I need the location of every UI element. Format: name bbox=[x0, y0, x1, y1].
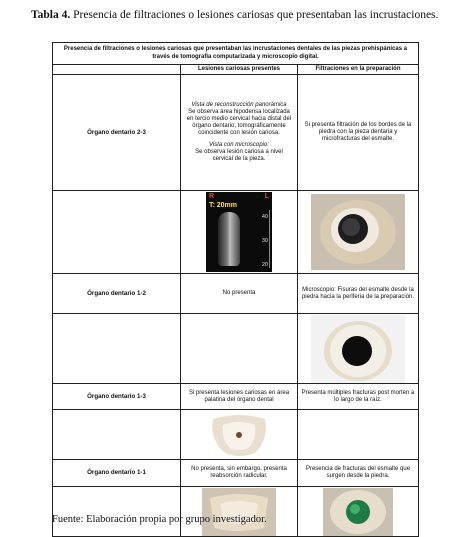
tooth-photo bbox=[203, 411, 275, 459]
xray-tick: 20 bbox=[261, 262, 268, 269]
lesion-cell: No presenta, sin embargo, presenta reabsorción radicular. bbox=[181, 460, 298, 487]
table-row bbox=[53, 487, 419, 537]
xray-l-label: L bbox=[264, 193, 269, 201]
xray-r-label: R bbox=[209, 193, 215, 201]
tooth-scan bbox=[218, 212, 240, 266]
ct-scan-photo bbox=[206, 192, 272, 272]
empty-cell bbox=[181, 314, 298, 384]
table-row bbox=[53, 191, 419, 274]
table-row bbox=[53, 274, 419, 314]
caption-label: Tabla 4. bbox=[31, 9, 71, 21]
micro-view-label: Vista con microscopio: bbox=[209, 142, 269, 149]
table-row bbox=[53, 75, 419, 191]
filtration-cell: Si presenta filtración de los bordes de la piedra con la pieza dentaria y microfracturas del esmalte. bbox=[298, 75, 419, 191]
microscope-image bbox=[298, 314, 419, 384]
organ-label: Órgano dentario 1-1 bbox=[53, 460, 181, 487]
ct-view-label: Vista de reconstrucción panorámica bbox=[191, 101, 287, 108]
filtration-cell: Presencia de fracturas del esmalte que surgen desde la piedra. bbox=[298, 460, 419, 487]
microscope-image bbox=[181, 410, 298, 460]
caption-text: Presencia de filtraciones o lesiones cariosas que presentaban las incrustaciones. bbox=[70, 9, 439, 21]
lesion-cell: Si presenta lesiones cariosas en área palatina del órgano dental bbox=[181, 384, 298, 410]
column-header-organ bbox=[53, 65, 181, 75]
ct-view-text: Se observa área hipodensa localizada en tercio medio cervical hacia distal del órgano dentario, tomográficamente coincidente con lesión cariosa. bbox=[186, 108, 292, 137]
xray-ruler bbox=[269, 210, 270, 268]
empty-cell bbox=[298, 410, 419, 460]
tooth-photo bbox=[311, 194, 405, 270]
empty-cell bbox=[53, 410, 181, 460]
filtration-cell: Presenta múltiples fracturas post morten a lo largo de la raíz. bbox=[298, 384, 419, 410]
organ-label: Órgano dentario 2-3 bbox=[53, 75, 181, 191]
xray-image bbox=[181, 191, 298, 274]
column-header-filtration: Filtraciones en la preparación bbox=[298, 65, 419, 75]
empty-cell bbox=[53, 487, 181, 537]
xray-tick: 30 bbox=[261, 238, 268, 245]
table-row bbox=[53, 384, 419, 410]
tooth-photo bbox=[311, 315, 405, 383]
table-title: Presencia de filtraciones o lesiones cariosas que presentaban las incrustaciones dentales de las piezas prehispánicas a través de tomografía computarizada y microscopio digital. bbox=[53, 43, 419, 65]
lesion-cell: No presenta bbox=[181, 274, 298, 314]
organ-label: Órgano dentario 1-3 bbox=[53, 384, 181, 410]
microscope-image bbox=[181, 487, 298, 537]
microscope-image bbox=[298, 487, 419, 537]
xray-tick: 40 bbox=[261, 214, 268, 221]
source-footer: Fuente: Elaboración propia por grupo investigador. bbox=[52, 514, 267, 525]
organ-label: Órgano dentario 1-2 bbox=[53, 274, 181, 314]
results-table bbox=[52, 42, 419, 537]
table-row bbox=[53, 460, 419, 487]
tooth-photo bbox=[202, 488, 276, 536]
empty-cell bbox=[53, 314, 181, 384]
table-row bbox=[53, 410, 419, 460]
empty-cell bbox=[53, 191, 181, 274]
table-caption bbox=[31, 9, 438, 21]
filtration-cell: Microscopio: Fisuras del esmalte desde la piedra hacia la periferia de la preparación. bbox=[298, 274, 419, 314]
lesion-cell bbox=[181, 75, 298, 191]
tooth-photo bbox=[323, 488, 393, 536]
table-row bbox=[53, 314, 419, 384]
micro-view-text: Se observa lesión cariosa a nivel cervical de la pieza. bbox=[195, 149, 283, 163]
microscope-image bbox=[298, 191, 419, 274]
column-header-lesion: Lesiones cariosas presentes bbox=[181, 65, 298, 75]
xray-scale-label: T: 20mm bbox=[209, 202, 238, 210]
